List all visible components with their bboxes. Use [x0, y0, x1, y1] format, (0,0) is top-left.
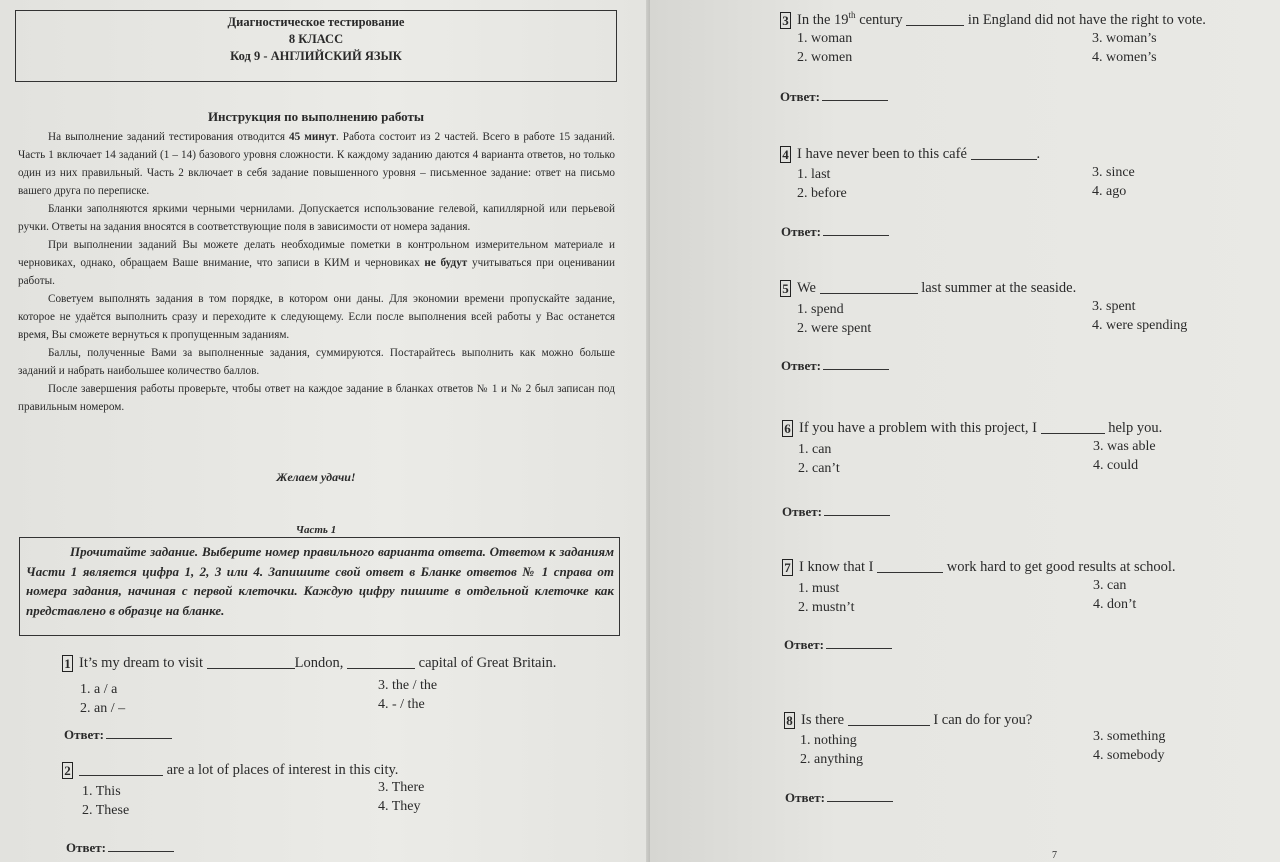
answer-blank	[347, 668, 415, 669]
answer-field: Ответ:	[780, 89, 888, 105]
option: 1. This	[82, 784, 121, 799]
option: 2. an / –	[80, 701, 126, 716]
option: 3. since	[1092, 165, 1135, 180]
option: 3. There	[378, 780, 425, 795]
question-8: 8 Is there I can do for you? 1. nothing 2. anything 3. something 4. somebody Ответ:	[785, 712, 1166, 805]
question-7: 7 I know that I work hard to get good results at school. 1. must 2. mustn’t 3. can 4. don’t Ответ:	[784, 559, 1176, 652]
header-line-1: Диагностическое тестирование	[227, 15, 405, 29]
question-number: 8	[784, 712, 795, 729]
header-line-2: 8 КЛАСС	[288, 32, 344, 46]
header-box	[15, 10, 617, 82]
answer-blank	[79, 775, 163, 776]
answer-field: Ответ:	[785, 790, 893, 806]
option: 2. These	[82, 803, 130, 818]
option: 2. mustn’t	[798, 600, 855, 615]
option: 1. last	[797, 167, 831, 182]
question-number: 5	[780, 280, 791, 297]
answer-blank	[877, 572, 943, 573]
option: 3. woman’s	[1092, 31, 1157, 46]
answer-line	[823, 369, 889, 370]
part-1-instruction-box: Прочитайте задание. Выберите номер правильного варианта ответа. Ответом к заданиям Части 1 является цифра 1, 2, 3 или 4. Запишите свой ответ в Бланке ответов № 1 справа от номера задания, начиная с первой клеточки. Каждую цифру пишите в отдельной клеточке как представлено в образце на бланке.	[19, 537, 620, 636]
option: 2. can’t	[798, 461, 840, 476]
answer-line	[822, 100, 888, 101]
instructions-paragraph: Бланки заполняются яркими черными чернилами. Допускается использование гелевой, капиллярной или перьевой ручки. Ответы на задания вносятся в соответствующие поля в зависимости от номера задания.	[18, 203, 615, 233]
option: 1. must	[798, 581, 840, 596]
question-number: 7	[782, 559, 793, 576]
option: 2. were spent	[797, 321, 872, 336]
option: 3. the / the	[378, 678, 438, 693]
question-number: 2	[62, 762, 73, 779]
answer-field: Ответ:	[66, 840, 174, 856]
answer-line	[827, 801, 893, 802]
instructions-paragraph: На выполнение заданий тестирования отводится 45 минут. Работа состоит из 2 частей. Всего в работе 15 заданий. Часть 1 включает 14 заданий (1 – 14) базового уровня сложности. К каждому заданию даются 4 варианта ответов, но только один из них правильный. Часть 2 включает в себя задание повышенного уровня – письменное задание: ответ на письмо вашего друга по переписке.	[18, 131, 615, 197]
option: 4. ago	[1092, 184, 1127, 199]
option: 4. women’s	[1092, 50, 1157, 65]
option: 1. can	[798, 442, 832, 457]
option: 3. something	[1093, 729, 1166, 744]
answer-field: Ответ:	[64, 727, 172, 743]
option: 1. a / a	[80, 682, 118, 697]
option: 2. before	[797, 186, 847, 201]
option: 3. can	[1093, 578, 1127, 593]
option: 4. don’t	[1093, 597, 1137, 612]
option: 4. They	[378, 799, 421, 814]
answer-field: Ответ:	[784, 637, 892, 653]
good-luck-text: Желаем удачи!	[276, 470, 356, 484]
answer-field: Ответ:	[782, 504, 890, 520]
header-line-3: Код 9 - АНГЛИЙСКИЙ ЯЗЫК	[230, 49, 402, 63]
option: 4. were spending	[1092, 318, 1188, 333]
option: 3. spent	[1092, 299, 1136, 314]
instructions-title: Инструкция по выполнению работы	[207, 109, 425, 124]
answer-blank	[207, 668, 295, 669]
answer-blank	[971, 159, 1037, 160]
answer-blank	[820, 293, 918, 294]
instructions-paragraph: Советуем выполнять задания в том порядке, в котором они даны. Для экономии времени пропускайте задание, которое не удаётся выполнить сразу и переходите к следующему. Если после выполнения всей работы у Вас останется время, Вы сможете вернуться к пропущенным заданиям.	[18, 293, 615, 341]
option: 2. women	[797, 50, 853, 65]
question-1: 1 It’s my dream to visit London, capital of Great Britain. 1. a / a 2. an / – 3. the / the 4. - / the Ответ:	[64, 655, 557, 742]
answer-field: Ответ:	[781, 224, 889, 240]
question-2: 2 are a lot of places of interest in this city. 1. This 2. These 3. There 4. They Ответ:	[62, 762, 622, 862]
option: 1. spend	[797, 302, 844, 317]
instructions-paragraph: Баллы, полученные Вами за выполненные задания, суммируются. Постарайтесь выполнить как можно больше заданий и набрать наибольшее количество баллов.	[18, 347, 615, 377]
answer-blank	[906, 25, 964, 26]
option: 4. could	[1093, 458, 1139, 473]
instructions-body	[18, 128, 615, 416]
question-6: 6 If you have a problem with this project, I help you. 1. can 2. can’t 3. was able 4. could Ответ:	[782, 420, 1163, 519]
answer-line	[826, 648, 892, 649]
question-number: 3	[780, 12, 791, 29]
option: 2. anything	[800, 752, 863, 767]
option: 1. nothing	[800, 733, 857, 748]
answer-line	[106, 738, 172, 739]
question-number: 1	[62, 655, 73, 672]
option: 4. - / the	[378, 697, 425, 712]
option: 1. woman	[797, 31, 853, 46]
question-4: 4 I have never been to this café . 1. last 2. before 3. since 4. ago Ответ:	[781, 146, 1135, 239]
answer-field: Ответ:	[781, 358, 889, 374]
right-page	[650, 0, 1280, 862]
question-number: 6	[782, 420, 793, 437]
page-number: 7	[1052, 850, 1057, 861]
answer-line	[824, 515, 890, 516]
answer-blank	[1041, 433, 1105, 434]
part-1-label: Часть 1	[295, 524, 337, 536]
option: 3. was able	[1093, 439, 1156, 454]
question-number: 4	[780, 146, 791, 163]
answer-line	[108, 851, 174, 852]
instructions-paragraph: После завершения работы проверьте, чтобы ответ на каждое задание в бланках ответов № 1 и № 2 был записан под правильным номером.	[18, 383, 615, 413]
option: 4. somebody	[1093, 748, 1165, 763]
question-5: 5 We last summer at the seaside. 1. spend 2. were spent 3. spent 4. were spending Ответ:	[781, 280, 1188, 373]
answer-line	[823, 235, 889, 236]
instructions-paragraph: При выполнении заданий Вы можете делать необходимые пометки в контрольном измерительном материале и черновиках, однако, обращаем Ваше внимание, что записи в КИМ и черновиках не будут учитываться при оценивании работы.	[18, 239, 615, 287]
question-3: 3 In the 19th century in England did not have the right to vote. 1. woman 2. women 3. woman’s 4. women’s Ответ:	[780, 10, 1206, 104]
answer-blank	[848, 725, 930, 726]
